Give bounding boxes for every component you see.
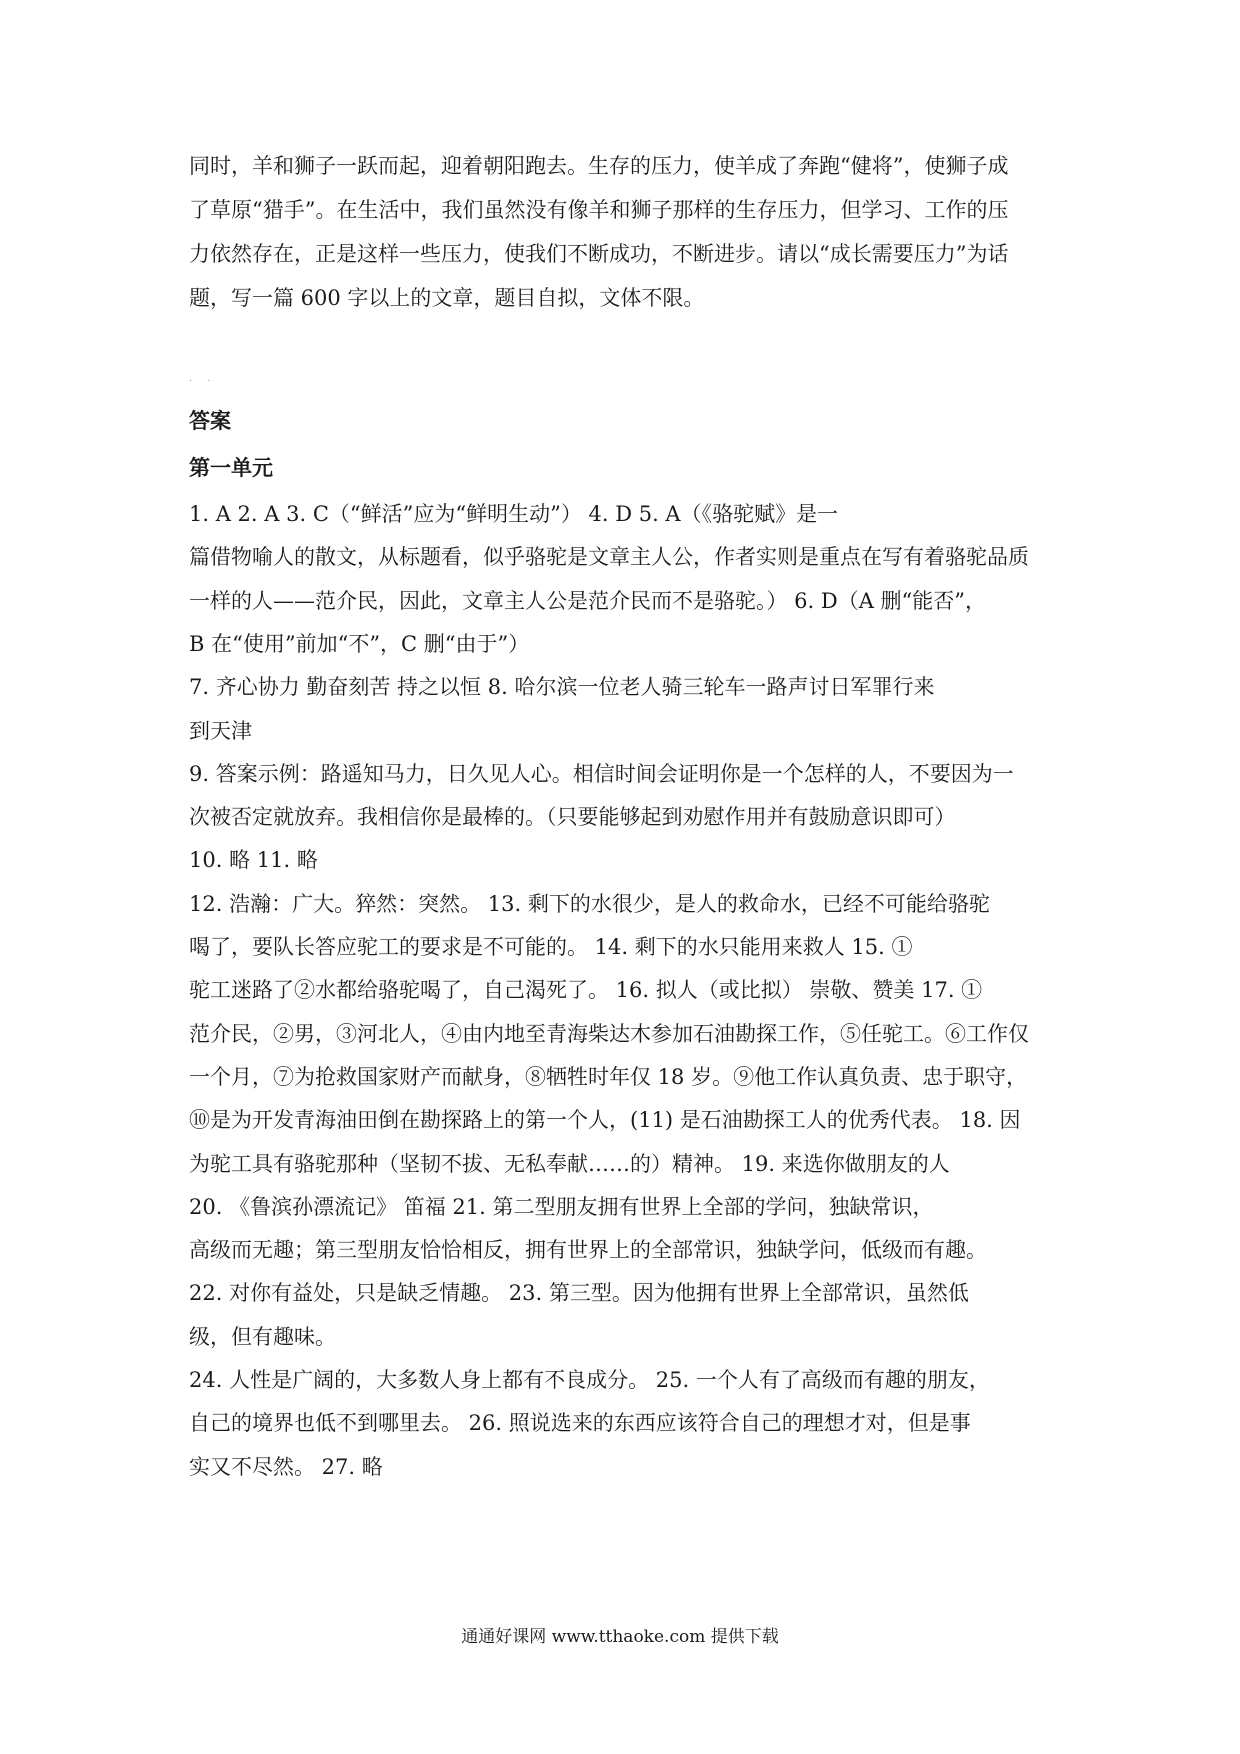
answer-line: 24. 人性是广阔的，大多数人身上都有不良成分。 25. 一个人有了高级而有趣的朋友， [189,1368,990,1392]
answer-line: 7. 齐心协力 勤奋刻苦 持之以恒 8. 哈尔滨一位老人骑三轮车一路声讨日军罪行来 [189,675,935,699]
answer-line: B 在“使用”前加“不”，C 删“由于”） [189,632,530,656]
answer-line: ⑩是为开发青海油田倒在勘探路上的第一个人，(11) 是石油勘探工人的优秀代表。 18. 因 [189,1108,1021,1132]
answer-line: 一样的人——范介民，因此，文章主人公是范介民而不是骆驼。） 6. D（A 删“能否”， [189,589,987,613]
answer-line: 1. A 2. A 3. C（“鲜活”应为“鲜明生动”） 4. D 5. A（《骆驼赋》是一 [189,502,839,526]
answer-line: 篇借物喻人的散文，从标题看，似乎骆驼是文章主人公，作者实则是重点在写有着骆驼品质 [189,545,1029,569]
answer-line: 范介民，②男，③河北人，④由内地至青海柴达木参加石油勘探工作，⑤任驼工。⑥工作仅 [189,1022,1029,1046]
answers-heading: 答案 [189,409,231,433]
unit-heading: 第一单元 [189,456,273,480]
answer-line: 为驼工具有骆驼那种（坚韧不拔、无私奉献……的）精神。 19. 来选你做朋友的人 [189,1152,950,1176]
answer-line: 高级而无趣；第三型朋友恰恰相反，拥有世界上的全部常识，独缺学问，低级而有趣。 [189,1238,987,1262]
answer-line: 喝了，要队长答应驼工的要求是不可能的。 14. 剩下的水只能用来救人 15. ① [189,935,913,959]
prompt-line: 题，写一篇 600 字以上的文章，题目自拟，文体不限。 [189,286,705,310]
answer-line: 20. 《鲁滨孙漂流记》 笛福 21. 第二型朋友拥有世界上全部的学问，独缺常识， [189,1195,934,1219]
prompt-line: 同时，羊和狮子一跃而起，迎着朝阳跑去。生存的压力，使羊成了奔跑“健将”，使狮子成 [189,154,1009,178]
answer-line: 自己的境界也低不到哪里去。 26. 照说选来的东西应该符合自己的理想才对，但是事 [189,1411,971,1435]
answer-line: 驼工迷路了②水都给骆驼喝了，自己渴死了。 16. 拟人（或比拟） 崇敬、赞美 17. ① [189,978,983,1002]
answer-line: 实又不尽然。 27. 略 [189,1455,383,1479]
answer-line: 次被否定就放弃。我相信你是最棒的。（只要能够起到劝慰作用并有鼓励意识即可） [189,805,956,829]
answer-line: 22. 对你有益处，只是缺乏情趣。 23. 第三型。因为他拥有世界上全部常识，虽然低 [189,1281,969,1305]
answer-line: 级，但有趣味。 [189,1325,336,1349]
prompt-line: 了草原“猎手”。在生活中，我们虽然没有像羊和狮子那样的生存压力，但学习、工作的压 [189,198,1009,222]
prompt-line: 力依然存在，正是这样一些压力，使我们不断成功，不断进步。请以“成长需要压力”为话 [189,242,1009,266]
answer-line: 9. 答案示例：路遥知马力，日久见人心。相信时间会证明你是一个怎样的人，不要因为一 [189,762,1014,786]
scan-specks: · · [189,376,217,387]
answer-line: 一个月，⑦为抢救国家财产而献身，⑧牺牲时年仅 18 岁。⑨他工作认真负责、忠于职守， [189,1065,1028,1089]
answer-line: 10. 略 11. 略 [189,848,318,872]
answer-line: 12. 浩瀚：广大。猝然：突然。 13. 剩下的水很少，是人的救命水，已经不可能给骆驼 [189,892,990,916]
answer-line: 到天津 [189,719,252,743]
footer-credit: 通通好课网 www.tthaoke.com 提供下载 [461,1627,779,1647]
